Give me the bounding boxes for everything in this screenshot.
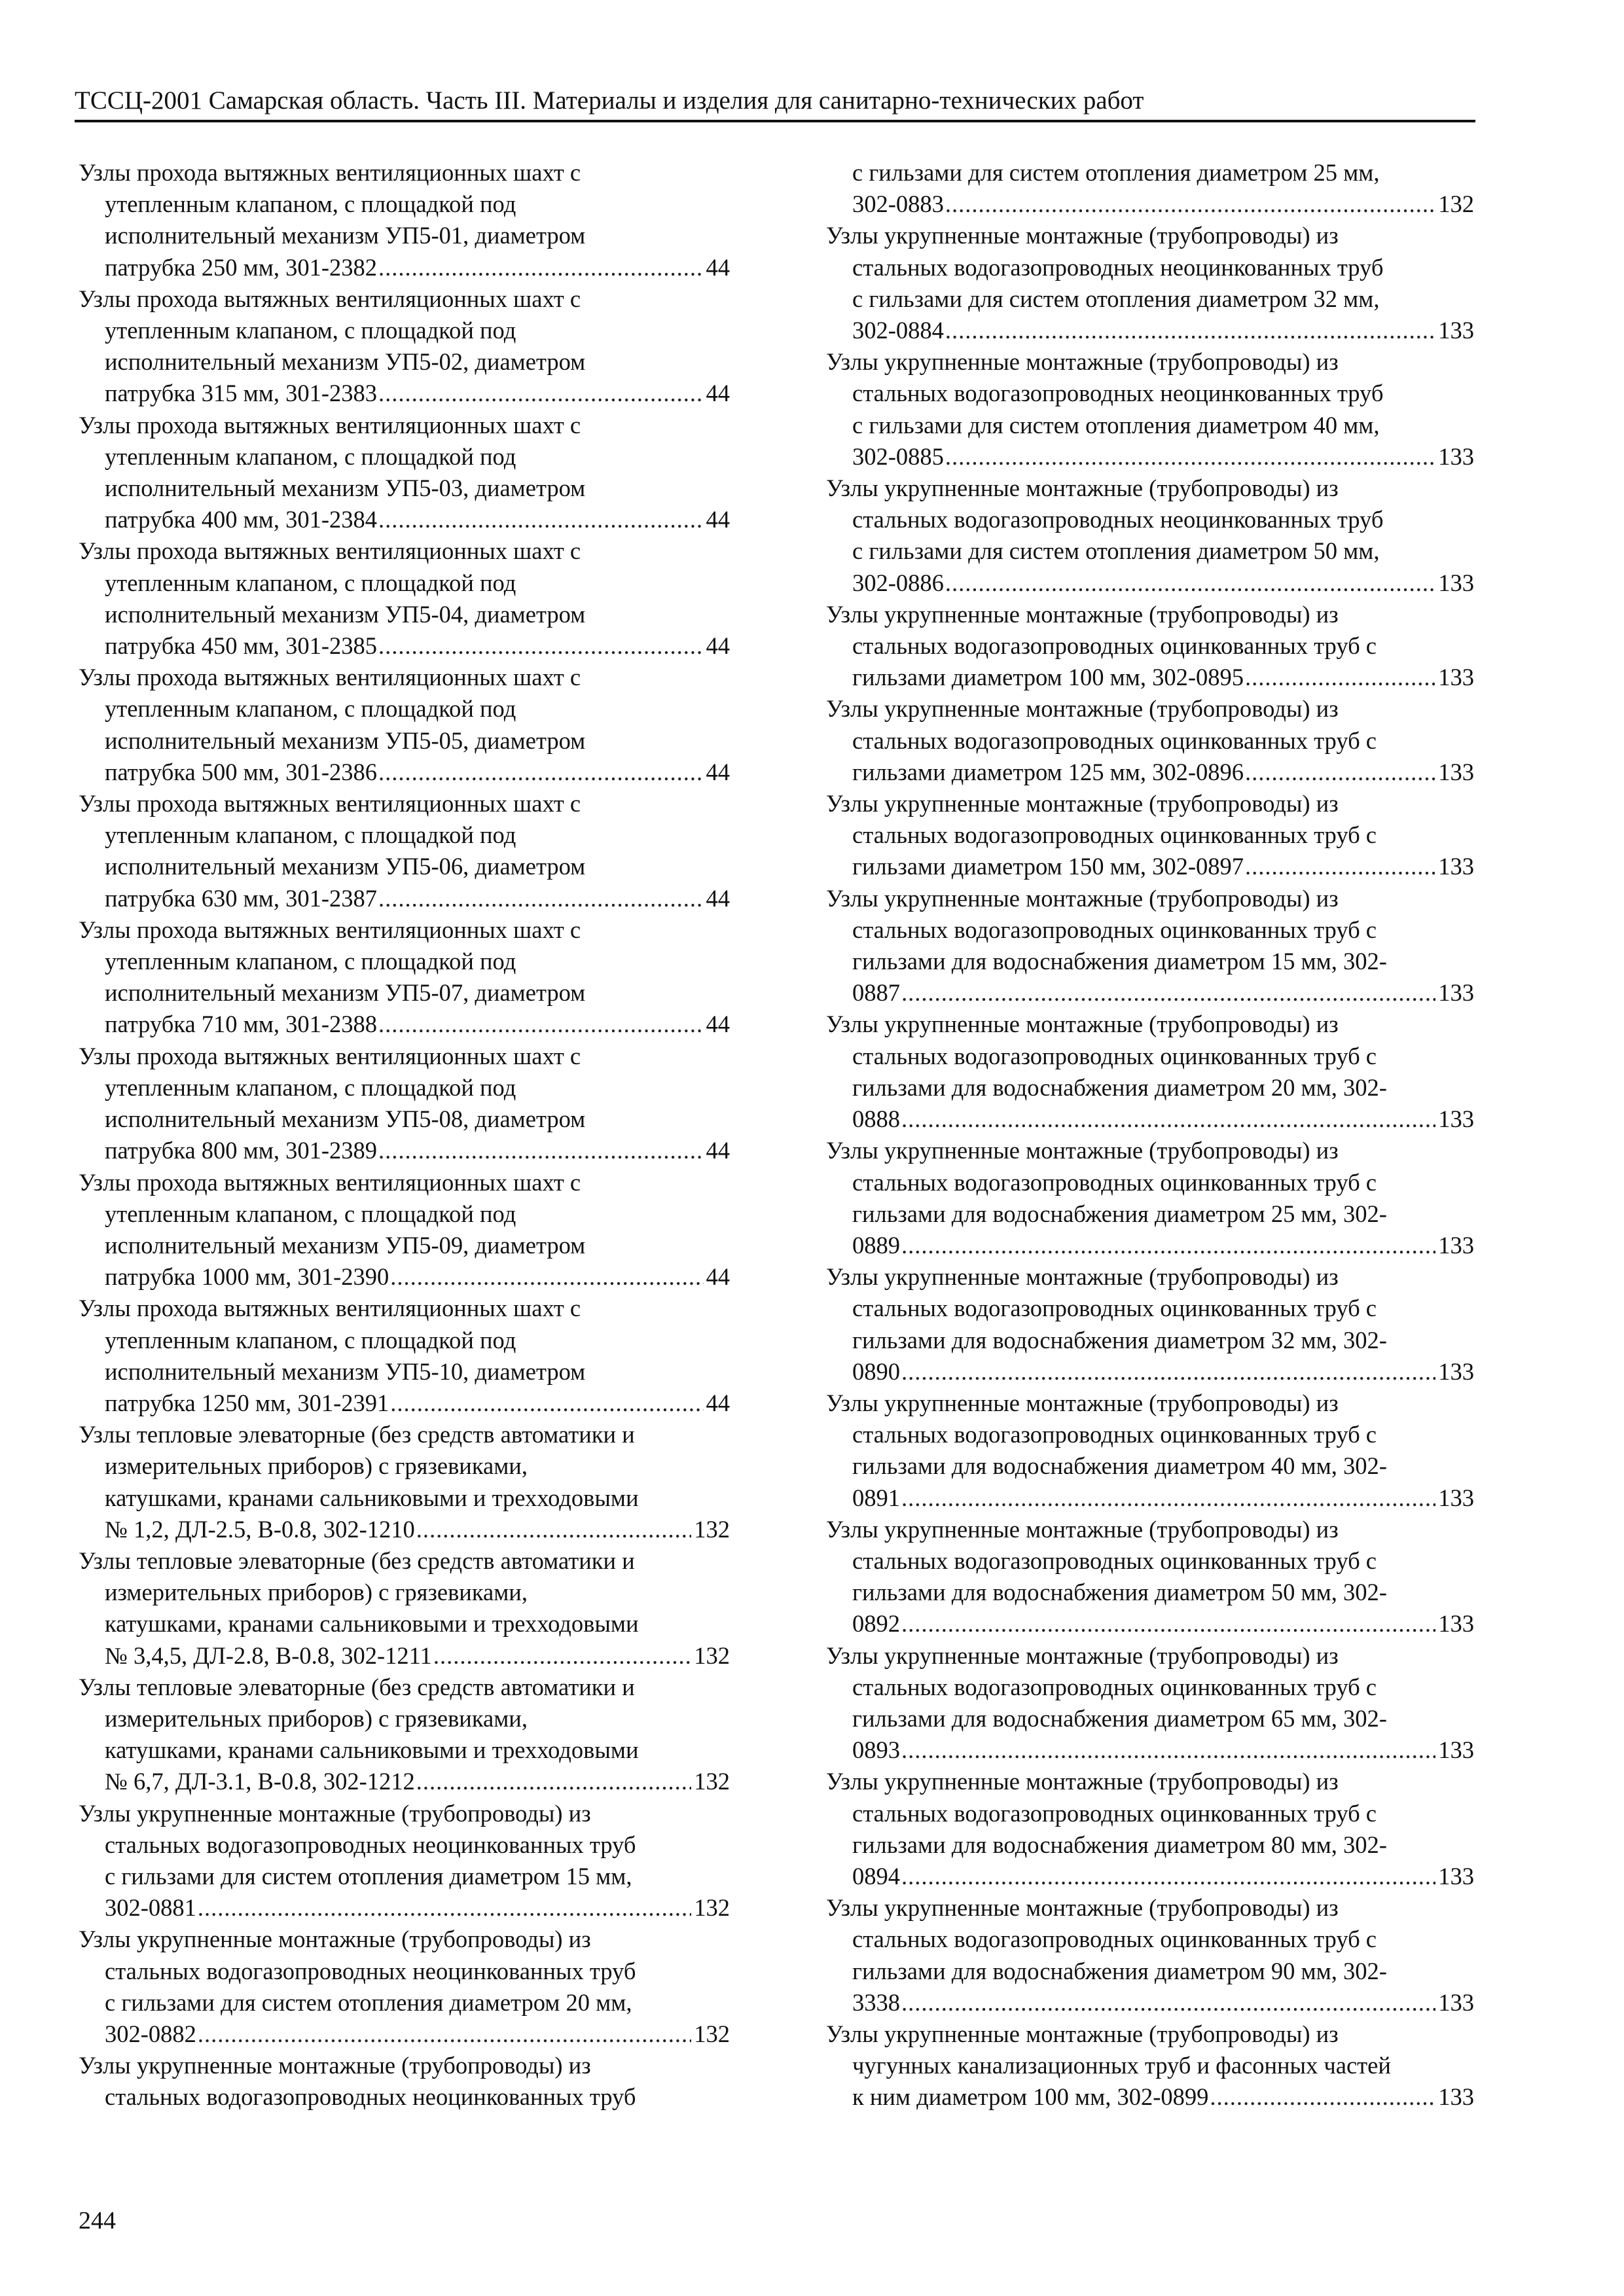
- dot-leader: [900, 1987, 1435, 2018]
- dot-leader: [377, 378, 703, 409]
- entry-line: [826, 188, 1474, 220]
- dot-leader: [377, 1135, 703, 1166]
- entry-page-number: 133: [1438, 569, 1474, 596]
- index-entry: [826, 2018, 1474, 2113]
- index-entry: [826, 1135, 1474, 1261]
- entry-line: стальных водогазопроводных неоцинкованных труб: [852, 380, 1384, 407]
- entry-text: патрубка 800 мм, 301-2389: [105, 1137, 378, 1164]
- entry-page-number: 133: [1438, 2083, 1474, 2111]
- entry-page-number: 133: [1438, 979, 1474, 1007]
- entry-page-number: 44: [706, 506, 730, 533]
- index-entry: [826, 157, 1474, 220]
- entry-line: [826, 1230, 1474, 1261]
- entry-line: [79, 1261, 730, 1293]
- entry-text: патрубка 1250 мм, 301-2391: [105, 1389, 389, 1416]
- entry-text: патрубка 250 мм, 301-2382: [105, 253, 378, 281]
- entry-page-number: 132: [694, 1894, 730, 1922]
- entry-page-number: 133: [1438, 853, 1474, 880]
- entry-line: утепленным клапаном, с площадкой под: [105, 442, 516, 470]
- index-entry: [79, 410, 730, 536]
- entry-line: утепленным клапаном, с площадкой под: [105, 948, 516, 975]
- entry-line: Узлы укрупненные монтажные (трубопроводы) из: [826, 1137, 1339, 1164]
- entry-line: [826, 1987, 1474, 2018]
- dot-leader: [196, 2018, 691, 2050]
- entry-line: утепленным клапаном, с площадкой под: [105, 569, 516, 596]
- entry-line: исполнительный механизм УП5-06, диаметром: [105, 853, 586, 880]
- entry-text: патрубка 710 мм, 301-2388: [105, 1011, 378, 1038]
- entry-line: Узлы прохода вытяжных вентиляционных шахт с: [79, 1295, 581, 1322]
- entry-line: [826, 2081, 1474, 2113]
- entry-line: исполнительный механизм УП5-01, диаметром: [105, 222, 586, 249]
- entry-line: стальных водогазопроводных неоцинкованных труб: [105, 1957, 636, 1984]
- entry-line: [826, 977, 1474, 1009]
- dot-leader: [900, 1230, 1435, 1261]
- entry-line: [79, 630, 730, 662]
- dot-leader: [1244, 757, 1435, 788]
- index-entry: [79, 283, 730, 410]
- entry-text: патрубка 400 мм, 301-2384: [105, 506, 378, 533]
- index-entry: [79, 662, 730, 788]
- entry-page-number: 133: [1438, 317, 1474, 344]
- entry-line: Узлы укрупненные монтажные (трубопроводы) из: [826, 600, 1339, 628]
- entry-text: 0887: [852, 979, 900, 1007]
- dot-leader: [377, 504, 703, 535]
- entry-line: [79, 2018, 730, 2050]
- dot-leader: [900, 977, 1435, 1009]
- entry-line: стальных водогазопроводных оцинкованных труб с: [852, 1673, 1377, 1700]
- dot-leader: [944, 441, 1435, 473]
- entry-line: измерительных приборов) с грязевиками,: [105, 1579, 528, 1606]
- index-entry: [826, 693, 1474, 788]
- dot-leader: [944, 315, 1435, 346]
- entry-line: [79, 1009, 730, 1040]
- entry-line: [826, 1482, 1474, 1514]
- entry-line: [826, 567, 1474, 599]
- entry-page-number: 44: [706, 1137, 730, 1164]
- entry-page-number: 133: [1438, 664, 1474, 691]
- entry-text: 0889: [852, 1231, 900, 1259]
- entry-page-number: 44: [706, 380, 730, 407]
- index-entry: [79, 788, 730, 914]
- entry-text: № 1,2, ДЛ-2.5, В-0.8, 302-1210: [105, 1515, 415, 1543]
- entry-text: 0891: [852, 1484, 900, 1511]
- index-entry: [79, 157, 730, 283]
- entry-page-number: 44: [706, 884, 730, 912]
- index-entry: [79, 1293, 730, 1419]
- index-entry: [79, 1924, 730, 2050]
- entry-line: [826, 441, 1474, 473]
- entry-line: утепленным клапаном, с площадкой под: [105, 190, 516, 218]
- dot-leader: [389, 1388, 703, 1419]
- index-entry: [826, 1640, 1474, 1767]
- entry-line: исполнительный механизм УП5-05, диаметром: [105, 726, 586, 754]
- entry-line: [79, 883, 730, 914]
- entry-line: Узлы укрупненные монтажные (трубопроводы) из: [826, 884, 1339, 912]
- dot-leader: [900, 1482, 1435, 1514]
- entry-line: Узлы прохода вытяжных вентиляционных шахт с: [79, 1168, 581, 1196]
- entry-line: [826, 1861, 1474, 1892]
- entry-line: стальных водогазопроводных оцинкованных труб с: [852, 1799, 1377, 1827]
- entry-text: патрубка 500 мм, 301-2386: [105, 758, 378, 785]
- entry-page-number: 44: [706, 1389, 730, 1416]
- entry-line: измерительных приборов) с грязевиками,: [105, 1452, 528, 1480]
- entry-line: стальных водогазопроводных неоцинкованных труб: [105, 1831, 636, 1858]
- entry-text: патрубка 1000 мм, 301-2390: [105, 1263, 389, 1291]
- dot-leader: [415, 1766, 691, 1797]
- dot-leader: [389, 1261, 703, 1293]
- entry-line: с гильзами для систем отопления диаметром 50 мм,: [852, 537, 1380, 565]
- entry-text: гильзами диаметром 125 мм, 302-0896: [852, 758, 1244, 785]
- entry-page-number: 133: [1438, 1231, 1474, 1259]
- entry-line: стальных водогазопроводных оцинкованных труб с: [852, 1042, 1377, 1069]
- index-entry: [826, 1261, 1474, 1388]
- entry-line: утепленным клапаном, с площадкой под: [105, 821, 516, 849]
- entry-line: катушками, кранами сальниковыми и трехходовыми: [105, 1610, 639, 1638]
- entry-text: 0894: [852, 1862, 900, 1890]
- dot-leader: [432, 1640, 691, 1672]
- entry-line: гильзами для водоснабжения диаметром 20 мм, 302-: [852, 1073, 1387, 1101]
- entry-line: гильзами для водоснабжения диаметром 90 мм, 302-: [852, 1957, 1387, 1984]
- index-entry: [79, 1041, 730, 1167]
- entry-page-number: 132: [694, 2020, 730, 2047]
- entry-page-number: 44: [706, 253, 730, 281]
- dot-leader: [1208, 2081, 1435, 2113]
- entry-line: Узлы тепловые элеваторные (без средств автоматики и: [79, 1421, 635, 1448]
- entry-line: утепленным клапаном, с площадкой под: [105, 1073, 516, 1101]
- dot-leader: [1244, 662, 1435, 693]
- entry-line: утепленным клапаном, с площадкой под: [105, 1326, 516, 1354]
- entry-line: [826, 1103, 1474, 1135]
- index-entry: [826, 220, 1474, 346]
- entry-line: Узлы укрупненные монтажные (трубопроводы) из: [826, 222, 1339, 249]
- header-rule: [75, 120, 1475, 122]
- entry-line: [79, 504, 730, 535]
- entry-line: [79, 1640, 730, 1672]
- dot-leader: [377, 630, 703, 662]
- entry-text: гильзами диаметром 100 мм, 302-0895: [852, 664, 1244, 691]
- entry-text: 302-0882: [105, 2020, 196, 2047]
- index-entry: [79, 2050, 730, 2113]
- entry-text: 0890: [852, 1357, 900, 1385]
- entry-line: гильзами для водоснабжения диаметром 32 мм, 302-: [852, 1326, 1387, 1354]
- entry-line: стальных водогазопроводных оцинкованных труб с: [852, 1926, 1377, 1953]
- entry-page-number: 133: [1438, 1736, 1474, 1764]
- entry-line: Узлы укрупненные монтажные (трубопроводы) из: [826, 1263, 1339, 1291]
- index-entry: [826, 1766, 1474, 1892]
- entry-text: № 3,4,5, ДЛ-2.8, В-0.8, 302-1211: [105, 1641, 432, 1669]
- entry-line: гильзами для водоснабжения диаметром 15 мм, 302-: [852, 948, 1387, 975]
- entry-page-number: 44: [706, 1011, 730, 1038]
- entry-line: исполнительный механизм УП5-04, диаметром: [105, 600, 586, 628]
- index-entry: [79, 1545, 730, 1672]
- entry-line: катушками, кранами сальниковыми и трехходовыми: [105, 1736, 639, 1764]
- entry-line: Узлы укрупненные монтажные (трубопроводы) из: [79, 2052, 591, 2079]
- index-entry: [79, 1798, 730, 1924]
- entry-line: Узлы укрупненные монтажные (трубопроводы) из: [826, 1515, 1339, 1543]
- entry-line: с гильзами для систем отопления диаметром 20 мм,: [105, 1988, 632, 2016]
- entry-page-number: 132: [694, 1515, 730, 1543]
- entry-line: стальных водогазопроводных оцинкованных труб с: [852, 916, 1377, 943]
- entry-line: [79, 1892, 730, 1924]
- dot-leader: [900, 1734, 1435, 1766]
- entry-line: стальных водогазопроводных неоцинкованных труб: [105, 2083, 636, 2111]
- entry-line: [79, 252, 730, 283]
- dot-leader: [196, 1892, 691, 1924]
- entry-line: стальных водогазопроводных оцинкованных труб с: [852, 1421, 1377, 1448]
- dot-leader: [900, 1356, 1435, 1388]
- entry-line: гильзами для водоснабжения диаметром 50 мм, 302-: [852, 1579, 1387, 1606]
- index-entry: [826, 599, 1474, 694]
- entry-line: гильзами для водоснабжения диаметром 80 мм, 302-: [852, 1831, 1387, 1858]
- entry-page-number: 133: [1438, 1988, 1474, 2016]
- dot-leader: [415, 1514, 691, 1545]
- entry-text: 302-0881: [105, 1894, 196, 1922]
- entry-line: Узлы укрупненные монтажные (трубопроводы) из: [826, 1768, 1339, 1795]
- entry-text: 0888: [852, 1105, 900, 1133]
- index-entry: [826, 1009, 1474, 1135]
- entry-line: утепленным клапаном, с площадкой под: [105, 1200, 516, 1227]
- entry-line: Узлы укрупненные монтажные (трубопроводы) из: [826, 348, 1339, 376]
- index-entry: [79, 914, 730, 1041]
- entry-line: Узлы укрупненные монтажные (трубопроводы) из: [826, 475, 1339, 502]
- entry-text: к ним диаметром 100 мм, 302-0899: [852, 2083, 1209, 2111]
- running-header: ТССЦ-2001 Самарская область. Часть III. Материалы и изделия для санитарно-технических работ: [75, 86, 1144, 115]
- dot-leader: [1244, 851, 1435, 882]
- entry-line: исполнительный механизм УП5-07, диаметром: [105, 979, 586, 1007]
- entry-page-number: 132: [694, 1641, 730, 1669]
- page-number: 244: [79, 2207, 116, 2234]
- entry-line: Узлы укрупненные монтажные (трубопроводы) из: [79, 1926, 591, 1953]
- entry-line: [826, 315, 1474, 346]
- entry-line: исполнительный механизм УП5-03, диаметром: [105, 475, 586, 502]
- entry-text: 302-0886: [852, 569, 944, 596]
- entry-line: Узлы прохода вытяжных вентиляционных шахт с: [79, 537, 581, 565]
- entry-line: с гильзами для систем отопления диаметром 40 мм,: [852, 411, 1380, 439]
- index-entry: [826, 788, 1474, 883]
- dot-leader: [377, 883, 703, 914]
- entry-line: Узлы укрупненные монтажные (трубопроводы) из: [826, 695, 1339, 723]
- entry-line: гильзами для водоснабжения диаметром 25 мм, 302-: [852, 1200, 1387, 1227]
- dot-leader: [900, 1861, 1435, 1892]
- entry-text: патрубка 315 мм, 301-2383: [105, 380, 378, 407]
- index-entry: [79, 1419, 730, 1545]
- entry-line: гильзами для водоснабжения диаметром 40 мм, 302-: [852, 1452, 1387, 1480]
- index-entry: [826, 473, 1474, 599]
- index-entry: [826, 1388, 1474, 1514]
- entry-line: стальных водогазопроводных оцинкованных труб с: [852, 1547, 1377, 1574]
- entry-text: 302-0883: [852, 190, 944, 218]
- entry-line: Узлы прохода вытяжных вентиляционных шахт с: [79, 411, 581, 439]
- entry-line: [79, 1135, 730, 1166]
- entry-line: [79, 1388, 730, 1419]
- index-entry: [826, 883, 1474, 1009]
- entry-line: стальных водогазопроводных неоцинкованных труб: [852, 253, 1384, 281]
- entry-line: [79, 757, 730, 788]
- entry-line: чугунных канализационных труб и фасонных частей: [852, 2052, 1391, 2079]
- entry-line: измерительных приборов) с грязевиками,: [105, 1704, 528, 1732]
- entry-page-number: 133: [1438, 1105, 1474, 1133]
- entry-line: исполнительный механизм УП5-09, диаметром: [105, 1231, 586, 1259]
- index-column-right: [826, 157, 1474, 2113]
- index-entry: [826, 1514, 1474, 1640]
- entry-page-number: 133: [1438, 1357, 1474, 1385]
- entry-line: [826, 757, 1474, 788]
- entry-line: [826, 1608, 1474, 1640]
- entry-page-number: 133: [1438, 442, 1474, 470]
- entry-line: с гильзами для систем отопления диаметром 25 мм,: [852, 159, 1380, 186]
- entry-text: патрубка 450 мм, 301-2385: [105, 632, 378, 660]
- entry-text: гильзами диаметром 150 мм, 302-0897: [852, 853, 1244, 880]
- entry-line: Узлы тепловые элеваторные (без средств автоматики и: [79, 1547, 635, 1574]
- entry-line: Узлы укрупненные монтажные (трубопроводы) из: [826, 2020, 1339, 2047]
- entry-line: Узлы прохода вытяжных вентиляционных шахт с: [79, 790, 581, 817]
- entry-page-number: 133: [1438, 1610, 1474, 1638]
- entry-line: Узлы прохода вытяжных вентиляционных шахт с: [79, 664, 581, 691]
- entry-page-number: 133: [1438, 1484, 1474, 1511]
- entry-line: Узлы укрупненные монтажные (трубопроводы) из: [79, 1799, 591, 1827]
- entry-page-number: 44: [706, 758, 730, 785]
- entry-line: Узлы тепловые элеваторные (без средств автоматики и: [79, 1673, 635, 1700]
- entry-page-number: 133: [1438, 1862, 1474, 1890]
- entry-line: гильзами для водоснабжения диаметром 65 мм, 302-: [852, 1704, 1387, 1732]
- entry-line: катушками, кранами сальниковыми и трехходовыми: [105, 1484, 639, 1511]
- entry-text: 0893: [852, 1736, 900, 1764]
- entry-line: Узлы прохода вытяжных вентиляционных шахт с: [79, 1042, 581, 1069]
- entry-line: Узлы укрупненные монтажные (трубопроводы) из: [826, 1641, 1339, 1669]
- entry-page-number: 132: [1438, 190, 1474, 218]
- entry-line: стальных водогазопроводных оцинкованных труб с: [852, 1168, 1377, 1196]
- dot-leader: [377, 1009, 703, 1040]
- dot-leader: [377, 252, 703, 283]
- entry-text: № 6,7, ДЛ-3.1, В-0.8, 302-1212: [105, 1768, 415, 1795]
- entry-line: стальных водогазопроводных оцинкованных труб с: [852, 632, 1377, 660]
- entry-line: [826, 662, 1474, 693]
- entry-page-number: 133: [1438, 758, 1474, 785]
- entry-page-number: 132: [694, 1768, 730, 1795]
- dot-leader: [944, 188, 1435, 220]
- entry-line: Узлы укрупненные монтажные (трубопроводы) из: [826, 1011, 1339, 1038]
- entry-text: 302-0885: [852, 442, 944, 470]
- dot-leader: [900, 1103, 1435, 1135]
- entry-line: [826, 1734, 1474, 1766]
- entry-line: [826, 851, 1474, 882]
- entry-text: 3338: [852, 1988, 900, 2016]
- entry-line: Узлы укрупненные монтажные (трубопроводы) из: [826, 790, 1339, 817]
- index-entry: [826, 1892, 1474, 2018]
- entry-line: Узлы укрупненные монтажные (трубопроводы) из: [826, 1389, 1339, 1416]
- entry-line: исполнительный механизм УП5-10, диаметром: [105, 1357, 586, 1385]
- index-entry: [79, 1672, 730, 1798]
- entry-line: с гильзами для систем отопления диаметром 32 мм,: [852, 285, 1380, 312]
- entry-text: 302-0884: [852, 317, 944, 344]
- entry-line: Узлы прохода вытяжных вентиляционных шахт с: [79, 285, 581, 312]
- entry-line: стальных водогазопроводных оцинкованных труб с: [852, 821, 1377, 849]
- entry-line: стальных водогазопроводных неоцинкованных труб: [852, 506, 1384, 533]
- entry-line: с гильзами для систем отопления диаметром 15 мм,: [105, 1862, 632, 1890]
- entry-text: 0892: [852, 1610, 900, 1638]
- dot-leader: [944, 567, 1435, 599]
- index-entry: [79, 1167, 730, 1293]
- index-column-left: [79, 157, 730, 2113]
- index-entry: [826, 346, 1474, 473]
- entry-line: [826, 1356, 1474, 1388]
- entry-line: [79, 378, 730, 409]
- entry-text: патрубка 630 мм, 301-2387: [105, 884, 378, 912]
- index-entry: [79, 535, 730, 662]
- entry-line: Узлы прохода вытяжных вентиляционных шахт с: [79, 159, 581, 186]
- entry-line: стальных водогазопроводных оцинкованных труб с: [852, 726, 1377, 754]
- entry-line: [79, 1514, 730, 1545]
- entry-line: [79, 1766, 730, 1797]
- entry-line: исполнительный механизм УП5-02, диаметром: [105, 348, 586, 376]
- entry-line: Узлы прохода вытяжных вентиляционных шахт с: [79, 916, 581, 943]
- entry-line: утепленным клапаном, с площадкой под: [105, 695, 516, 723]
- entry-line: Узлы укрупненные монтажные (трубопроводы) из: [826, 1894, 1339, 1922]
- entry-page-number: 44: [706, 1263, 730, 1291]
- entry-line: исполнительный механизм УП5-08, диаметром: [105, 1105, 586, 1133]
- entry-line: утепленным клапаном, с площадкой под: [105, 317, 516, 344]
- entry-page-number: 44: [706, 632, 730, 660]
- dot-leader: [377, 757, 703, 788]
- entry-line: стальных водогазопроводных оцинкованных труб с: [852, 1295, 1377, 1322]
- dot-leader: [900, 1608, 1435, 1640]
